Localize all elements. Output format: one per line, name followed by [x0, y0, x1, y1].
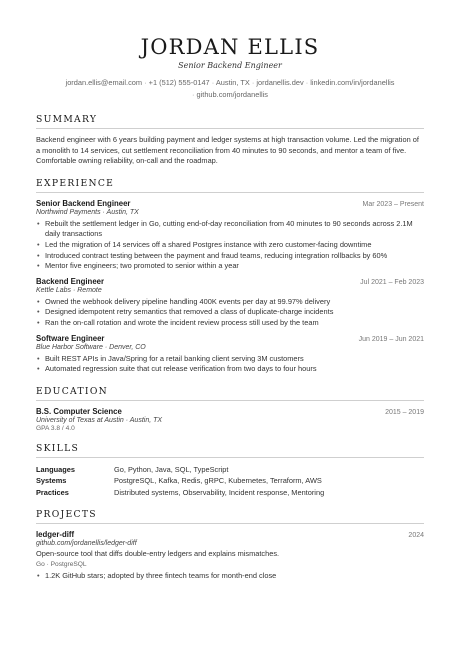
- skills-value: PostgreSQL, Kafka, Redis, gRPC, Kubernetes, Terraform, AWS: [114, 476, 322, 486]
- skills-value: Go, Python, Java, SQL, TypeScript: [114, 464, 229, 474]
- skills-table: [36, 464, 424, 499]
- job-bullets: [36, 297, 424, 329]
- contact-github[interactable]: github.com/jordanellis: [196, 89, 268, 99]
- education-section: [36, 386, 424, 432]
- contact-location: Austin, TX: [215, 78, 250, 87]
- project-tech: Go · PostgreSQL: [36, 560, 87, 568]
- skills-row: [36, 475, 424, 487]
- list-item: • 1.2K GitHub stars; adopted by three fintech teams for month-end close: [36, 571, 424, 582]
- experience-section: [36, 178, 424, 375]
- list-item: • Ran the on-call rotation and wrote the incident review process still used by the team: [36, 318, 424, 329]
- project-year: 2024: [408, 532, 424, 540]
- resume-page: [36, 34, 424, 581]
- skills-row: [36, 487, 424, 499]
- skills-label: Languages: [36, 464, 76, 474]
- job-title: Software Engineer: [36, 333, 105, 343]
- contact-website[interactable]: jordanellis.dev: [256, 78, 304, 87]
- section-heading-summary: SUMMARY: [36, 114, 424, 129]
- degree: B.S. Computer Science: [36, 406, 122, 416]
- list-item: • Rebuilt the settlement ledger in Go, cutting end-of-day reconciliation from 40 minutes to 90 seconds across 2.1M daily transactions: [36, 219, 424, 240]
- list-item: • Mentor five engineers; two promoted to senior within a year: [36, 261, 424, 272]
- project-description: Open-source tool that diffs double-entry ledgers and explains mismatches.: [36, 549, 280, 559]
- job-company: Kettle Labs · Remote: [36, 286, 102, 294]
- contact-line-2: · github.com/jordanellis: [192, 89, 268, 99]
- job-company: Northwind Payments · Austin, TX: [36, 208, 139, 216]
- contact-phone: +1 (512) 555-0147: [148, 78, 210, 87]
- project-bullets: [36, 571, 424, 582]
- candidate-name: JORDAN ELLIS: [140, 35, 320, 59]
- job-dates: Mar 2023 – Present: [362, 200, 424, 208]
- project-name: ledger-diff: [36, 530, 75, 540]
- resume-header: [36, 34, 424, 100]
- job-company: Blue Harbor Software · Denver, CO: [36, 343, 146, 351]
- contact-email[interactable]: jordan.ellis@email.com: [65, 78, 143, 87]
- project-entry: [36, 530, 424, 581]
- contact-line-1: jordan.ellis@email.com · +1 (512) 555-0147 · Austin, TX · jordanellis.dev · linkedin.com/in/jordanellis: [65, 78, 395, 87]
- job-bullets: [36, 219, 424, 272]
- job-entry: [36, 199, 424, 272]
- school: University of Texas at Austin · Austin, TX: [36, 416, 163, 424]
- gpa: GPA 3.8 / 4.0: [36, 424, 75, 432]
- summary-section: [36, 114, 424, 167]
- section-heading-projects: PROJECTS: [36, 509, 424, 524]
- education-dates: 2015 – 2019: [385, 408, 424, 416]
- contact-linkedin[interactable]: linkedin.com/in/jordanellis: [310, 78, 395, 87]
- job-entry: [36, 277, 424, 329]
- skills-label: Systems: [36, 476, 67, 486]
- job-bullets: [36, 354, 424, 375]
- section-heading-experience: EXPERIENCE: [36, 178, 424, 193]
- skills-section: [36, 443, 424, 499]
- contact-info: [36, 77, 424, 100]
- project-url: [36, 540, 424, 547]
- summary-text: Backend engineer with 6 years building payment and ledger systems at high transaction volume. Led the migration of a monolith to 14 services, cut settlement reconciliation from 40 minutes to 90 seconds, and mentor a team of five. Comfortable owning reliability, on-call and the roadmap.: [36, 135, 419, 166]
- list-item: • Introduced contract testing between the payment and fraud teams, reducing integration rollbacks by 60%: [36, 251, 424, 262]
- job-dates: Jun 2019 – Jun 2021: [358, 335, 424, 343]
- skills-label: Practices: [36, 487, 69, 497]
- project-link[interactable]: github.com/jordanellis/ledger-diff: [36, 540, 137, 548]
- list-item: • Automated regression suite that cut release verification from two days to four hours: [36, 364, 424, 375]
- list-item: • Led the migration of 14 services off a shared Postgres instance with zero customer-facing downtime: [36, 240, 424, 251]
- list-item: • Designed idempotent retry semantics that removed a class of duplicate-charge incidents: [36, 307, 424, 318]
- job-entry: [36, 334, 424, 375]
- projects-section: [36, 509, 424, 581]
- list-item: • Built REST APIs in Java/Spring for a retail banking client serving 3M customers: [36, 354, 424, 365]
- job-title: Backend Engineer: [36, 276, 105, 286]
- list-item: • Owned the webhook delivery pipeline handling 400K events per day at 99.97% delivery: [36, 297, 424, 308]
- section-heading-skills: SKILLS: [36, 443, 424, 458]
- job-dates: Jul 2021 – Feb 2023: [360, 278, 424, 286]
- skills-value: Distributed systems, Observability, Incident response, Mentoring: [114, 487, 325, 497]
- section-heading-education: EDUCATION: [36, 386, 424, 401]
- job-title: Senior Backend Engineer: [36, 198, 131, 208]
- skills-row: [36, 464, 424, 476]
- candidate-role: Senior Backend Engineer: [178, 61, 282, 70]
